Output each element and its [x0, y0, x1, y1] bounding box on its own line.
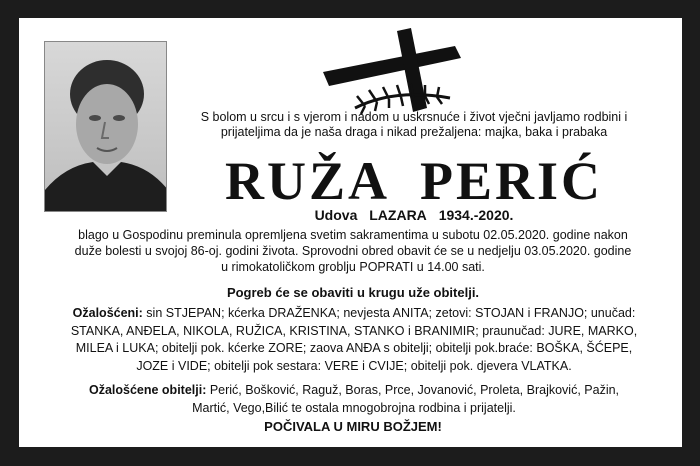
mourners-line-2: STANKA, ANĐELA, NIKOLA, RUŽICA, KRISTINA, STANKO i BRANIMIR; praunučad: JURE, MARKO, — [70, 323, 638, 338]
mourners-list — [29, 305, 679, 375]
widow-line — [169, 207, 659, 223]
obituary-card — [19, 18, 682, 447]
mourners-line-3: MILEA i LUKA; obitelji pok. kćerke ZORE; zaova ANĐA s obitelji; obitelji pok.braće: BOŠKA, ŠĆEPE, — [75, 341, 633, 355]
husband-name: LAZARA — [369, 207, 427, 223]
widow-label: Udova — [314, 207, 358, 223]
deceased-name — [169, 151, 659, 211]
intro-line-1: S bolom u srcu i s vjerom i nadom u uskrsnuće i život vječni javljamo rodbini i — [200, 110, 628, 124]
families-list — [29, 381, 679, 417]
mourners-label: Ožalošćeni: — [72, 306, 143, 320]
deceased-portrait — [44, 41, 167, 212]
announcement-line-1: blago u Gospodinu preminula opremljena svetim sakramentima u subotu 02.05.2020. godine nakon — [78, 228, 628, 242]
first-name: RUŽA — [224, 151, 390, 211]
cross-with-palm-icon — [315, 28, 465, 120]
announcement-line-3: u rimokatoličkom groblju POPRATI u 14.00 sati. — [221, 260, 485, 274]
mourners-line-1: sin STJEPAN; kćerka DRAŽENKA; nevjesta ANITA; zetovi: STOJAN i FRANJO; unučad: — [142, 306, 636, 320]
mourners-line-4: JOZE i VIDE; obitelji pok sestara: VERE i CVIJE; obitelji pok. djevera VLATKA. — [136, 358, 572, 373]
life-years: 1934.-2020. — [438, 207, 514, 223]
announcement-line-2: duže bolesti u svojoj 86-oj. godini života. Sprovodni obred obavit će se u nedjelju 03.05.2020. godine — [74, 244, 632, 258]
funeral-note: Pogreb će se obaviti u krugu uže obitelji. — [226, 285, 480, 300]
last-name: PERIĆ — [420, 151, 604, 211]
families-label: Ožalošćene obitelji: — [88, 383, 207, 397]
portrait-photo-icon — [45, 42, 167, 212]
families-line-2: Martić, Vego,Bilić te ostala mnogobrojna rodbina i prijatelji. — [192, 401, 516, 415]
announcement-text — [35, 227, 671, 275]
intro-line-2: prijateljima da je naša draga i nikad prežaljena: majka, baka i prabaka — [220, 125, 608, 139]
closing-line: POČIVALA U MIRU BOŽJEM! — [264, 419, 442, 434]
families-line-1: Perić, Bošković, Raguž, Boras, Prce, Jovanović, Proleta, Brajković, Pažin, — [206, 383, 620, 397]
intro-text — [174, 110, 654, 140]
